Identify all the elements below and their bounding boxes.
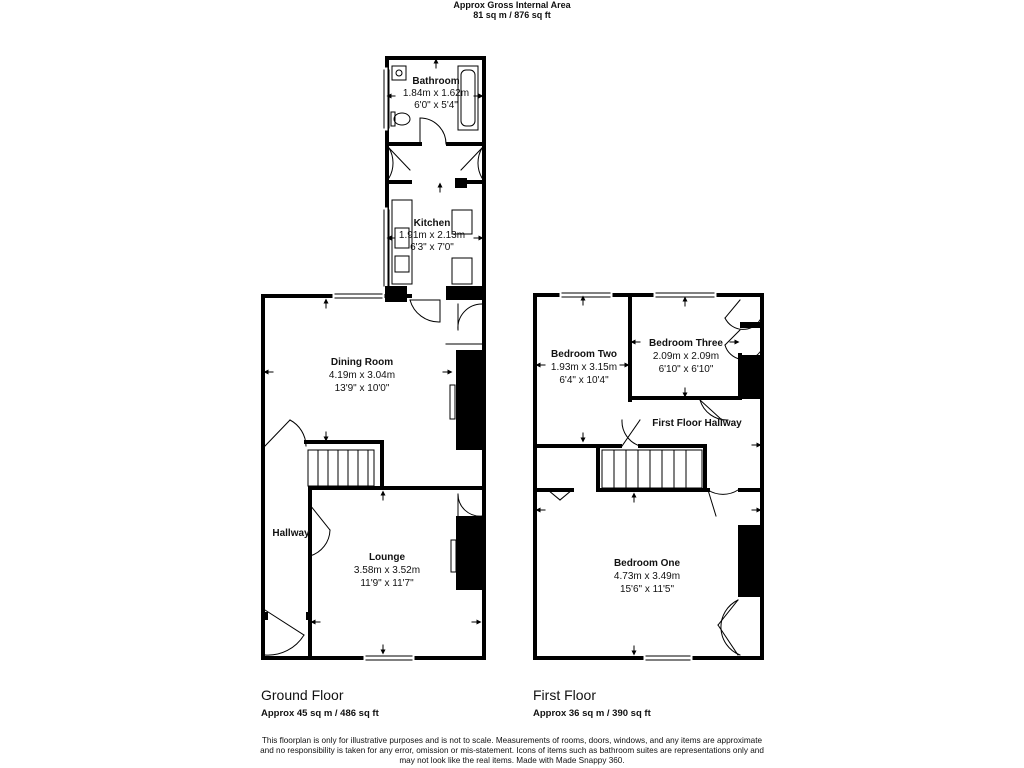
ground-floor-label: Ground Floor	[261, 687, 344, 703]
hallway-door	[265, 420, 306, 446]
dining-chimney	[456, 350, 484, 450]
kitchen-metric: 1.91m x 2.13m	[398, 230, 466, 241]
ground-floor-labels	[272, 76, 469, 589]
first-floor-label: First Floor	[533, 687, 596, 703]
bed3-name: Bedroom Three	[649, 338, 723, 349]
dining-imperial: 13'9" x 10'0"	[334, 383, 390, 394]
kitchen-imperial: 6'3" x 7'0"	[410, 242, 454, 253]
lobby-walls	[387, 144, 484, 180]
bed1-imperial: 15'6" x 11'5"	[619, 584, 675, 595]
bed3-window	[656, 293, 714, 297]
first-floor-labels	[551, 338, 742, 595]
disclaimer-line: and no responsibility is taken for any error, omission or mis-statement. Icons of items such as bathroom suites are representations only and	[260, 746, 764, 755]
bathroom-metric: 1.84m x 1.62m	[402, 88, 470, 99]
basin	[392, 66, 406, 80]
ground-floor-area: Approx 45 sq m / 486 sq ft	[261, 708, 379, 719]
disclaimer	[230, 736, 794, 766]
bed2-door	[622, 420, 640, 446]
bed2-name: Bedroom Two	[551, 349, 617, 360]
disclaimer-line: This floorplan is only for illustrative purposes and is not to scale. Measurements of rooms, doors, windows, and any items are approximate	[261, 736, 763, 745]
lobby-doors	[389, 148, 482, 178]
bed2-imperial: 6'4" x 10'4"	[559, 375, 609, 386]
lounge-chimney	[456, 516, 484, 590]
bed3-cupboard-doors	[725, 300, 760, 360]
bed1-name: Bedroom One	[613, 558, 681, 569]
disclaimer-line: may not look like the real items. Made with Made Snappy 360.	[399, 756, 625, 765]
bathroom-door	[420, 118, 446, 144]
bed2-metric: 1.93m x 3.15m	[550, 362, 618, 373]
dining-name: Dining Room	[330, 357, 394, 368]
lounge-door	[310, 505, 330, 556]
first-stairs	[602, 450, 702, 488]
gross-area-title: Approx Gross Internal Area	[453, 0, 571, 10]
front-door	[265, 610, 304, 655]
bathroom-name: Bathroom	[412, 76, 460, 87]
first-internal-walls	[535, 295, 762, 490]
toilet	[391, 112, 410, 126]
hallway-name: Hallway	[272, 528, 310, 539]
bed1-chimney	[738, 525, 762, 597]
lounge-imperial: 11'9" x 11'7"	[360, 578, 414, 589]
bed1-door	[708, 490, 738, 516]
kitchen-door	[410, 300, 440, 322]
bed1-metric: 4.73m x 3.49m	[613, 571, 681, 582]
bed3-imperial: 6'10" x 6'10"	[658, 364, 714, 375]
ff-hallway-name: First Floor Hallway	[652, 418, 742, 429]
bathroom-imperial: 6'0" x 5'4"	[414, 100, 458, 111]
lounge-alcove-door	[458, 494, 482, 516]
lounge-name: Lounge	[368, 552, 406, 563]
bed1-window	[646, 656, 690, 660]
lounge-metric: 3.58m x 3.52m	[353, 565, 421, 576]
stairs	[308, 450, 374, 486]
kitchen-name: Kitchen	[413, 218, 451, 229]
lounge-window	[366, 656, 412, 660]
bed3-metric: 2.09m x 2.09m	[652, 351, 720, 362]
dining-window	[335, 294, 382, 298]
gross-area-value: 81 sq m / 876 sq ft	[473, 10, 551, 20]
bed2-window	[562, 293, 610, 297]
dining-metric: 4.19m x 3.04m	[328, 370, 396, 381]
dining-alcove-door	[446, 304, 482, 344]
first-floor-area: Approx 36 sq m / 390 sq ft	[533, 708, 651, 719]
